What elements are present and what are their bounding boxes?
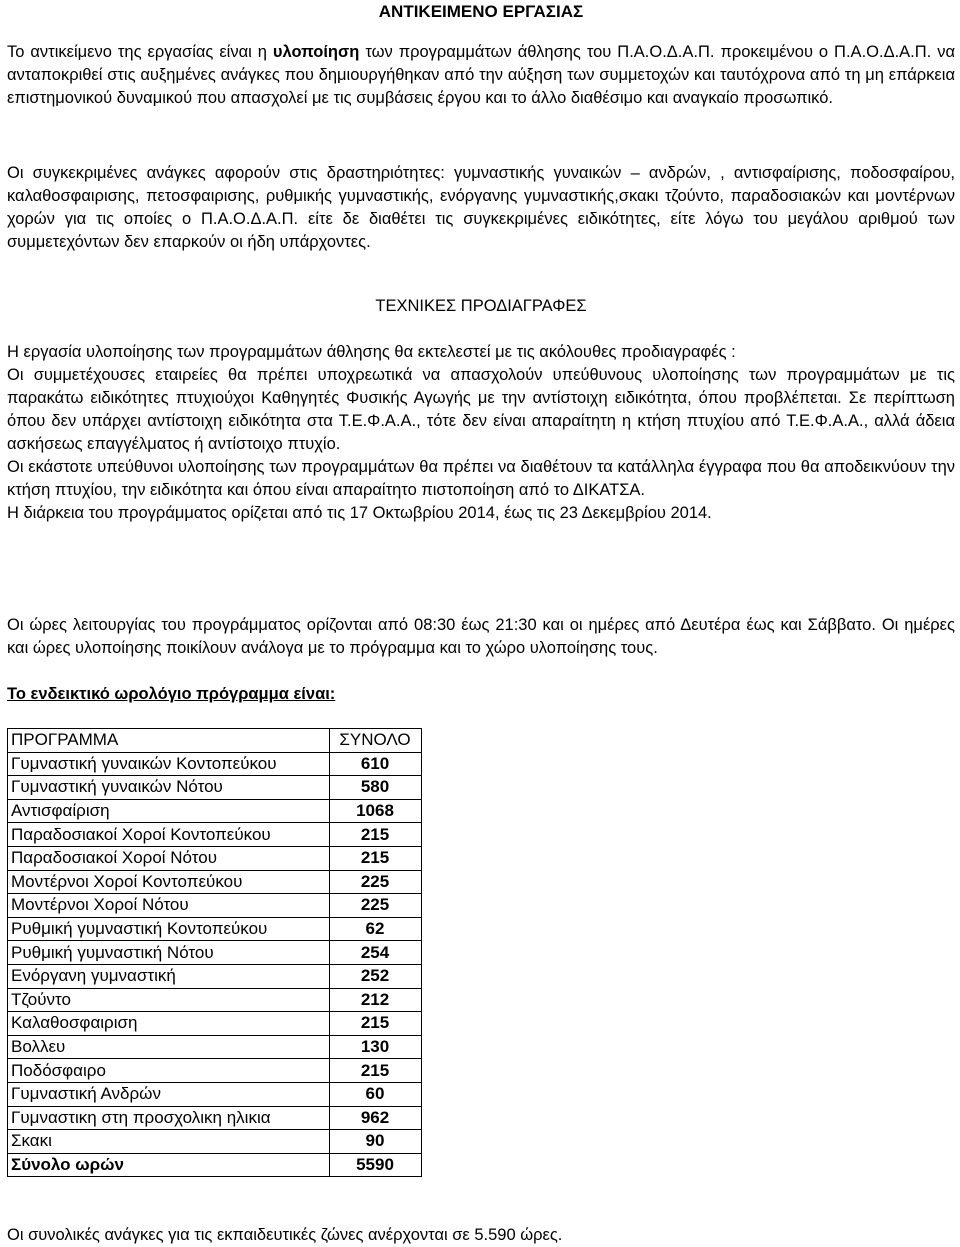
table-row: [8, 846, 422, 870]
intro-bold-term: υλοποίηση: [272, 43, 360, 61]
needs-paragraph: Οι συγκεκριμένες ανάγκες αφορούν στις δραστηριότητες: γυμναστικής γυναικών – ανδρών, , αντισφαίρισης, ποδοσφαίρου, καλαθοσφαιρισης, πετοσφαιρισης, ρυθμικής γυμναστικής, ενόργανης γυμναστικής,σκακι τζούντο, παραδοσιακών και μοντέρνων χορών για τις οποίες ο Π.Α.Ο.Δ.Α.Π. είτε δε διαθέτει τις συγκεκριμένες ειδικότητες, είτε λόγω του μεγάλου αριθμού των συμμετεχόντων δεν επαρκούν οι ήδη υπάρχοντες.: [7, 164, 955, 251]
hours-paragraph: Οι ώρες λειτουργίας του προγράμματος ορίζονται από 08:30 έως 21:30 και οι ημέρες από Δευτέρα έως και Σάββατο. Οι ημέρες και ώρες υλοποίησης ποικίλουν ανάλογα με το πρόγραμμα και το χώρο υλοποίησης τους.: [7, 616, 955, 657]
program-name-cell: Γυμναστικη στη προσχολικη ηλικια: [8, 1106, 330, 1130]
program-total-cell: 252: [330, 964, 422, 988]
program-total-cell: 610: [330, 752, 422, 776]
program-total-cell: 225: [330, 870, 422, 894]
program-name-cell: Μοντέρνοι Χοροί Κοντοπεύκου: [8, 870, 330, 894]
header-program: ΠΡΟΓΡΑΜΜΑ: [8, 729, 330, 753]
program-total-cell: 62: [330, 917, 422, 941]
program-name-cell: Ενόργανη γυμναστική: [8, 964, 330, 988]
total-label-cell: Σύνολο ωρών: [8, 1153, 330, 1177]
total-value-cell: 5590: [330, 1153, 422, 1177]
table-row: [8, 941, 422, 965]
program-total-cell: 962: [330, 1106, 422, 1130]
table-row: [8, 870, 422, 894]
spec-documents-paragraph: Οι εκάστοτε υπεύθυνοι υλοποίησης των προγραμμάτων θα πρέπει να διαθέτουν τα κατάλληλα έγγραφα που θα αποδεικνύουν την κτήση πτυχίου, την ειδικότητα και όπου είναι απαραίτητο πιστοποίηση από το ΔΙΚΑΤΣΑ.: [7, 458, 955, 499]
footer-summary: Οι συνολικές ανάγκες για τις εκπαιδευτικές ζώνες ανέρχονται σε 5.590 ώρες.: [7, 1226, 563, 1244]
intro-text-rest: των προγραμμάτων άθλησης του Π.Α.Ο.Δ.Α.Π. προκειμένου ο Π.Α.Ο.Δ.Α.Π. να ανταποκριθεί στις αυξημένες ανάγκες που δημιουργήθηκαν από την αύξηση των συμμετοχών και ταυτόχρονα από τη μη επάρκεια επιστημονικού δυναμικού που απασχολεί με τις συμβάσεις έργου και το άλλο διαθέσιμο και αναγκαίο προσωπικό.: [7, 43, 956, 107]
table-row: [8, 752, 422, 776]
table-row: [8, 894, 422, 918]
program-total-cell: 215: [330, 846, 422, 870]
table-row: [8, 776, 422, 800]
program-name-cell: Σκακι: [8, 1130, 330, 1154]
program-total-cell: 212: [330, 988, 422, 1012]
program-name-cell: Τζούντο: [8, 988, 330, 1012]
program-name-cell: Γυμναστική γυναικών Νότου: [8, 776, 330, 800]
technical-specs-title: ΤΕΧΝΙΚΕΣ ΠΡΟΔΙΑΓΡΑΦΕΣ: [375, 297, 587, 315]
table-row: [8, 964, 422, 988]
program-total-cell: 130: [330, 1035, 422, 1059]
program-name-cell: Παραδοσιακοί Χοροί Κοντοπεύκου: [8, 823, 330, 847]
program-name-cell: Ρυθμική γυμναστική Νότου: [8, 941, 330, 965]
table-row: [8, 917, 422, 941]
table-row: [8, 988, 422, 1012]
program-total-cell: 215: [330, 1012, 422, 1036]
table-row: [8, 799, 422, 823]
program-name-cell: Βολλευ: [8, 1035, 330, 1059]
program-name-cell: Ποδόσφαιρο: [8, 1059, 330, 1083]
program-name-cell: Γυμναστική γυναικών Κοντοπεύκου: [8, 752, 330, 776]
table-total-row: [8, 1153, 422, 1177]
program-total-cell: 215: [330, 1059, 422, 1083]
program-name-cell: Μοντέρνοι Χοροί Νότου: [8, 894, 330, 918]
table-row: [8, 1035, 422, 1059]
table-row: [8, 1059, 422, 1083]
program-name-cell: Ρυθμική γυμναστική Κοντοπεύκου: [8, 917, 330, 941]
table-row: [8, 1130, 422, 1154]
document-title: ΑΝΤΙΚΕΙΜΕΝΟ ΕΡΓΑΣΙΑΣ: [378, 2, 584, 21]
intro-text-start: Το αντικείμενο της εργασίας είναι η: [7, 43, 273, 61]
table-row: [8, 1082, 422, 1106]
table-header-row: [8, 729, 422, 753]
program-total-cell: 225: [330, 894, 422, 918]
spec-staff-paragraph: Οι συμμετέχουσες εταιρείες θα πρέπει υποχρεωτικά να απασχολούν υπεύθυνους υλοποίησης των προγραμμάτων με τις παρακάτω ειδικότητες πτυχιούχοι Καθηγητές Φυσικής Αγωγής με την αντίστοιχη ειδικότητα, όπου προβλέπεται. Σε περίπτωση όπου δεν υπάρχει αντίστοιχη ειδικότητα στα Τ.Ε.Φ.Α.Α., τότε δεν είναι απαραίτητη η κτήση πτυχίου από Τ.Ε.Φ.Α.Α., αλλά άδεια ασκήσεως επαγγέλματος ή αντίστοιχο πτυχίο.: [7, 366, 955, 453]
program-total-cell: 254: [330, 941, 422, 965]
header-total: ΣΥΝΟΛΟ: [330, 729, 422, 753]
program-total-cell: 215: [330, 823, 422, 847]
program-total-cell: 580: [330, 776, 422, 800]
table-row: [8, 1012, 422, 1036]
program-total-cell: 1068: [330, 799, 422, 823]
spec-duration-line: Η διάρκεια του προγράμματος ορίζεται από τις 17 Οκτωβρίου 2014, έως τις 23 Δεκεμβρίου 2014.: [7, 504, 712, 522]
specs-section: [7, 341, 955, 525]
schedule-title: Το ενδεικτικό ωρολόγιο πρόγραμμα είναι:: [7, 685, 336, 703]
table-row: [8, 1106, 422, 1130]
program-name-cell: Παραδοσιακοί Χοροί Νότου: [8, 846, 330, 870]
program-hours-table: [7, 728, 422, 1177]
program-total-cell: 60: [330, 1082, 422, 1106]
program-name-cell: Αντισφαίριση: [8, 799, 330, 823]
table-row: [8, 823, 422, 847]
program-name-cell: Γυμναστική Ανδρών: [8, 1082, 330, 1106]
intro-paragraph: [7, 41, 955, 110]
program-name-cell: Καλαθοσφαιριση: [8, 1012, 330, 1036]
spec-intro-line: Η εργασία υλοποίησης των προγραμμάτων άθλησης θα εκτελεστεί με τις ακόλουθες προδιαγραφές :: [7, 343, 736, 361]
program-total-cell: 90: [330, 1130, 422, 1154]
